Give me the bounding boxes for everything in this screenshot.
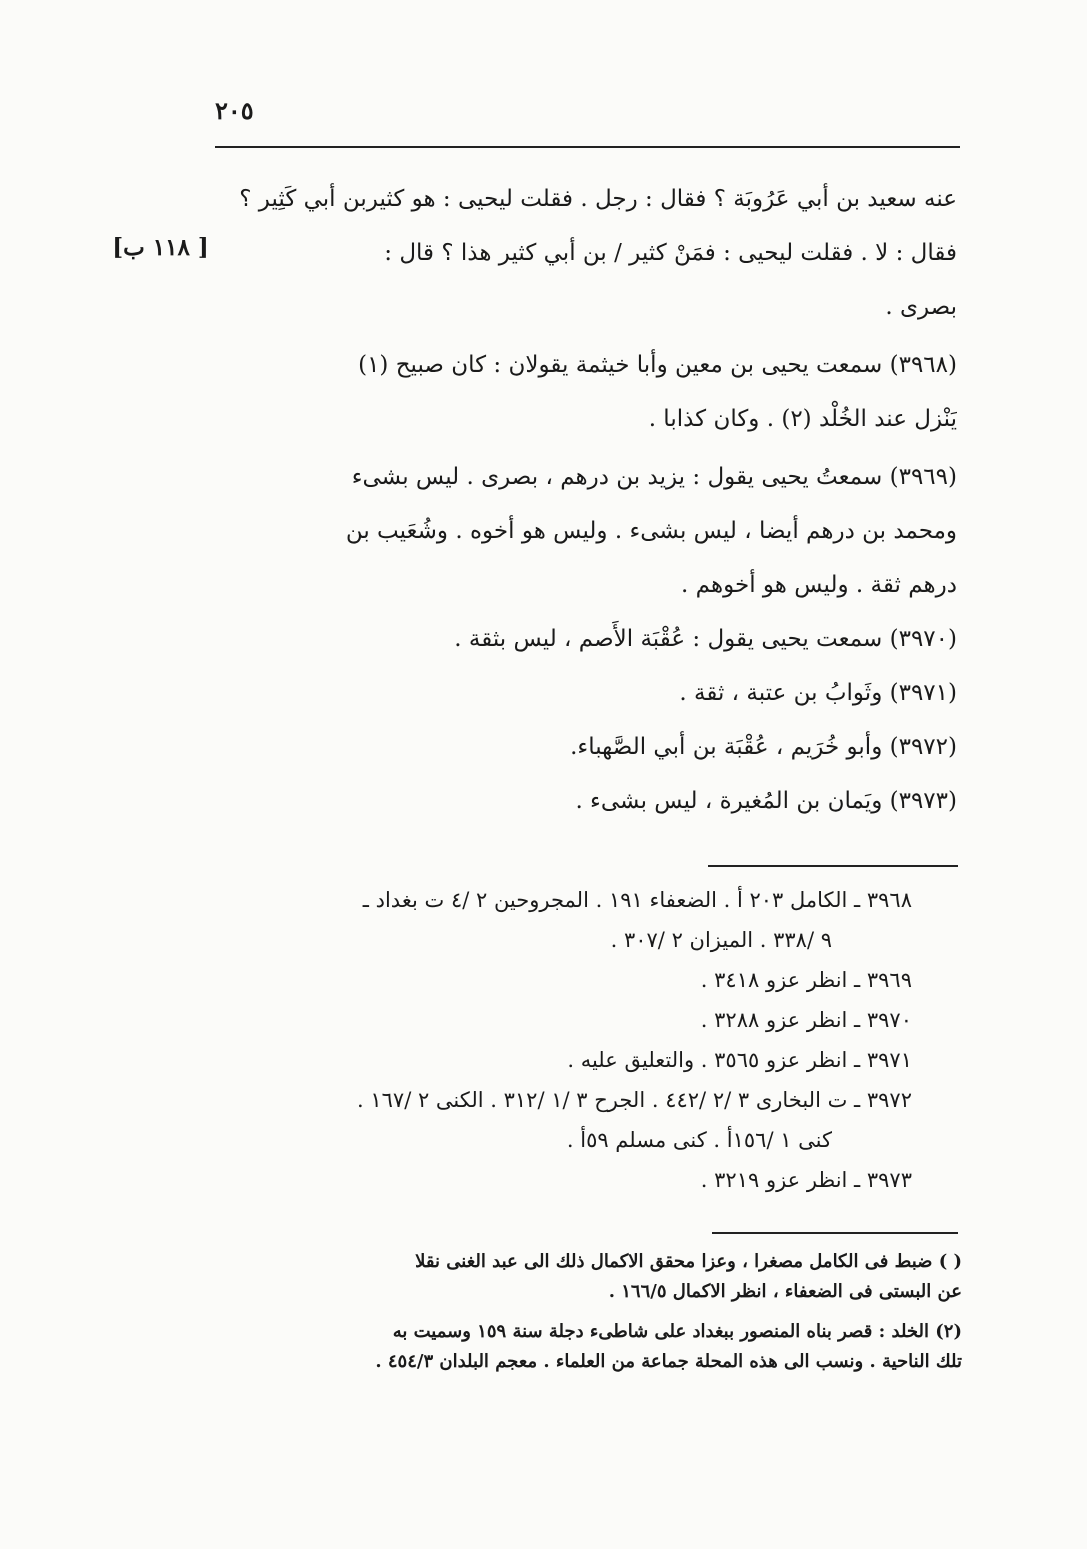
note-line: ٣٩٧١ ـ انظر عزو ٣٥٦٥ . والتعليق عليه . [567,1048,912,1072]
footnote-line: عن البستى فى الضعفاء ، انظر الاكمال ١٦٦/٥ . [608,1281,962,1302]
note-line: ٣٩٦٩ ـ انظر عزو ٣٤١٨ . [700,968,912,992]
text-line: فقال : لا . فقلت ليحيى : فمَنْ كثير / بن أبي كثير هذا ؟ قال : [384,240,957,266]
text-line: درهم ثقة . وليس هو أخوهم . [681,572,957,598]
footnote-line: (٢) الخلد : قصر بناه المنصور ببغداد على شاطىء دجلة سنة ١٥٩ وسميت به [392,1321,962,1342]
notes-separator [708,865,958,867]
entry-3968-line: (٣٩٦٨) سمعت يحيى بن معين وأبا خيثمة يقولان : كان صبيح (١) [358,352,957,378]
footnote-line: ( ) ضبط فى الكامل مصغرا ، وعزا محقق الاكمال ذلك الى عبد الغنى نقلا [415,1251,962,1272]
page-number: ٢٠٥ [215,96,254,125]
text-line: عنه سعيد بن أبي عَرُوبَة ؟ فقال : رجل . فقلت ليحيى : هو كثيربن أبي كَثِير ؟ [239,186,957,212]
main-text [222,172,957,828]
text-line: يَنْزل عند الخُلْد (٢) . وكان كذابا . [648,406,957,432]
footnote-line: تلك الناحية . ونسب الى هذه المحلة جماعة من العلماء . معجم البلدان ٤٥٤/٣ . [375,1351,962,1372]
entry-3969-line: (٣٩٦٩) سمعتُ يحيى يقول : يزيد بن درهم ، بصرى . ليس بشىء [351,464,957,490]
manuscript-folio-marker: [ ١١٨ ب] [112,234,209,261]
note-line: ٩ /٣٣٨ . الميزان ٢ /٣٠٧ . [610,928,832,952]
note-line: ٣٩٧٣ ـ انظر عزو ٣٢١٩ . [700,1168,912,1192]
header-rule [215,146,960,148]
footnotes-separator [712,1232,958,1234]
note-line: ٣٩٧٢ ـ ت البخارى ٣ /٢ /٤٤٢ . الجرح ٣ /١ /٣١٢ . الكنى ٢ /١٦٧ . [357,1088,912,1112]
text-line: ومحمد بن درهم أيضا ، ليس بشىء . وليس هو أخوه . وشُعَيب بن [345,518,957,544]
entry-3973-line: (٣٩٧٣) ويَمان بن المُغيرة ، ليس بشىء . [575,788,957,814]
entry-3972-line: (٣٩٧٢) وأبو خُرَيم ، عُقْبَة بن أبي الصَّهباء. [570,734,957,760]
note-line: ٣٩٦٨ ـ الكامل ٢٠٣ أ . الضعفاء ١٩١ . المجروحين ٢ /٤ ت بغداد ـ [362,888,912,912]
entry-3970-line: (٣٩٧٠) سمعت يحيى يقول : عُقْبَة الأَصم ، ليس بثقة . [454,626,957,652]
note-line: ٣٩٧٠ ـ انظر عزو ٣٢٨٨ . [700,1008,912,1032]
entry-3971-line: (٣٩٧١) وثَوابُ بن عتبة ، ثقة . [679,680,957,706]
footnotes [222,1247,962,1377]
source-notes [222,880,912,1200]
note-line: كنى ١ /١٥٦أ . كنى مسلم ٥٩أ . [566,1128,832,1152]
text-line: بصرى . [885,294,957,320]
